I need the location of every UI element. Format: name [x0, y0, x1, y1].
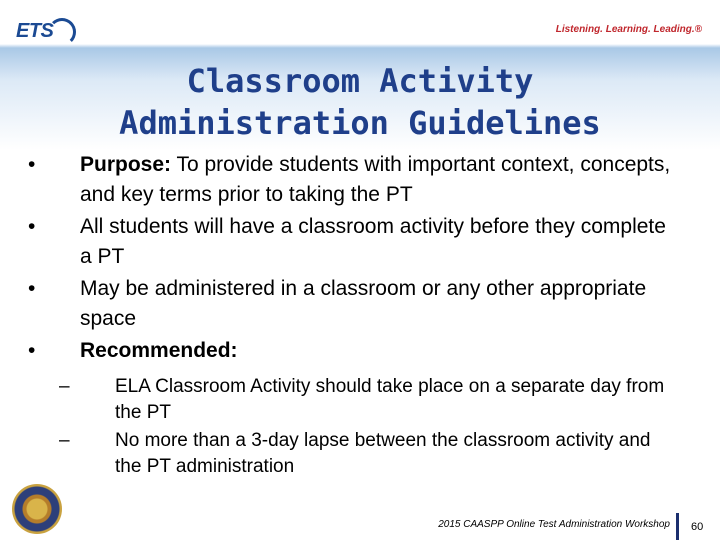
bullet-marker: •: [28, 215, 36, 238]
subbullet-lapse: [28, 428, 678, 480]
bullet-bold-label: Recommended:: [80, 339, 238, 362]
title-line-2: Administration Guidelines: [119, 104, 601, 142]
subbullet-marker: –: [59, 430, 70, 451]
bullet-recommended: [28, 336, 678, 366]
title-line-1: Classroom Activity: [186, 62, 534, 100]
bullet-all-students: [28, 212, 678, 272]
california-state-seal-icon: [12, 484, 62, 534]
bullet-purpose: [28, 150, 678, 210]
bullet-text: May be administered in a classroom or any other appropriate space: [80, 277, 647, 330]
footer-divider: [676, 513, 679, 540]
logo-swoosh-icon: [48, 18, 76, 46]
bullet-marker: •: [28, 339, 36, 362]
subbullet-text: ELA Classroom Activity should take place on a separate day from the PT: [115, 376, 665, 423]
page-number: 60: [691, 521, 704, 533]
slide-title: [60, 60, 660, 144]
bullet-marker: •: [28, 153, 36, 176]
bullet-text: To provide students with important context, concepts, and key terms prior to taking the PT: [80, 153, 671, 206]
bullet-administered: [28, 274, 678, 334]
subbullet-ela: [28, 374, 678, 426]
logo-text: ETS: [16, 20, 54, 42]
tagline: Listening. Learning. Leading.®: [555, 24, 702, 35]
footer-text: 2015 CAASPP Online Test Administration Workshop: [438, 519, 670, 530]
subbullet-text: No more than a 3-day lapse between the classroom activity and the PT administration: [115, 430, 651, 477]
bullet-text: All students will have a classroom activity before they complete a PT: [80, 215, 666, 268]
ets-logo: [16, 16, 68, 46]
bullet-marker: •: [28, 277, 36, 300]
bullet-list: [28, 150, 678, 480]
bullet-bold-label: Purpose:: [80, 153, 172, 176]
subbullet-marker: –: [59, 376, 70, 397]
